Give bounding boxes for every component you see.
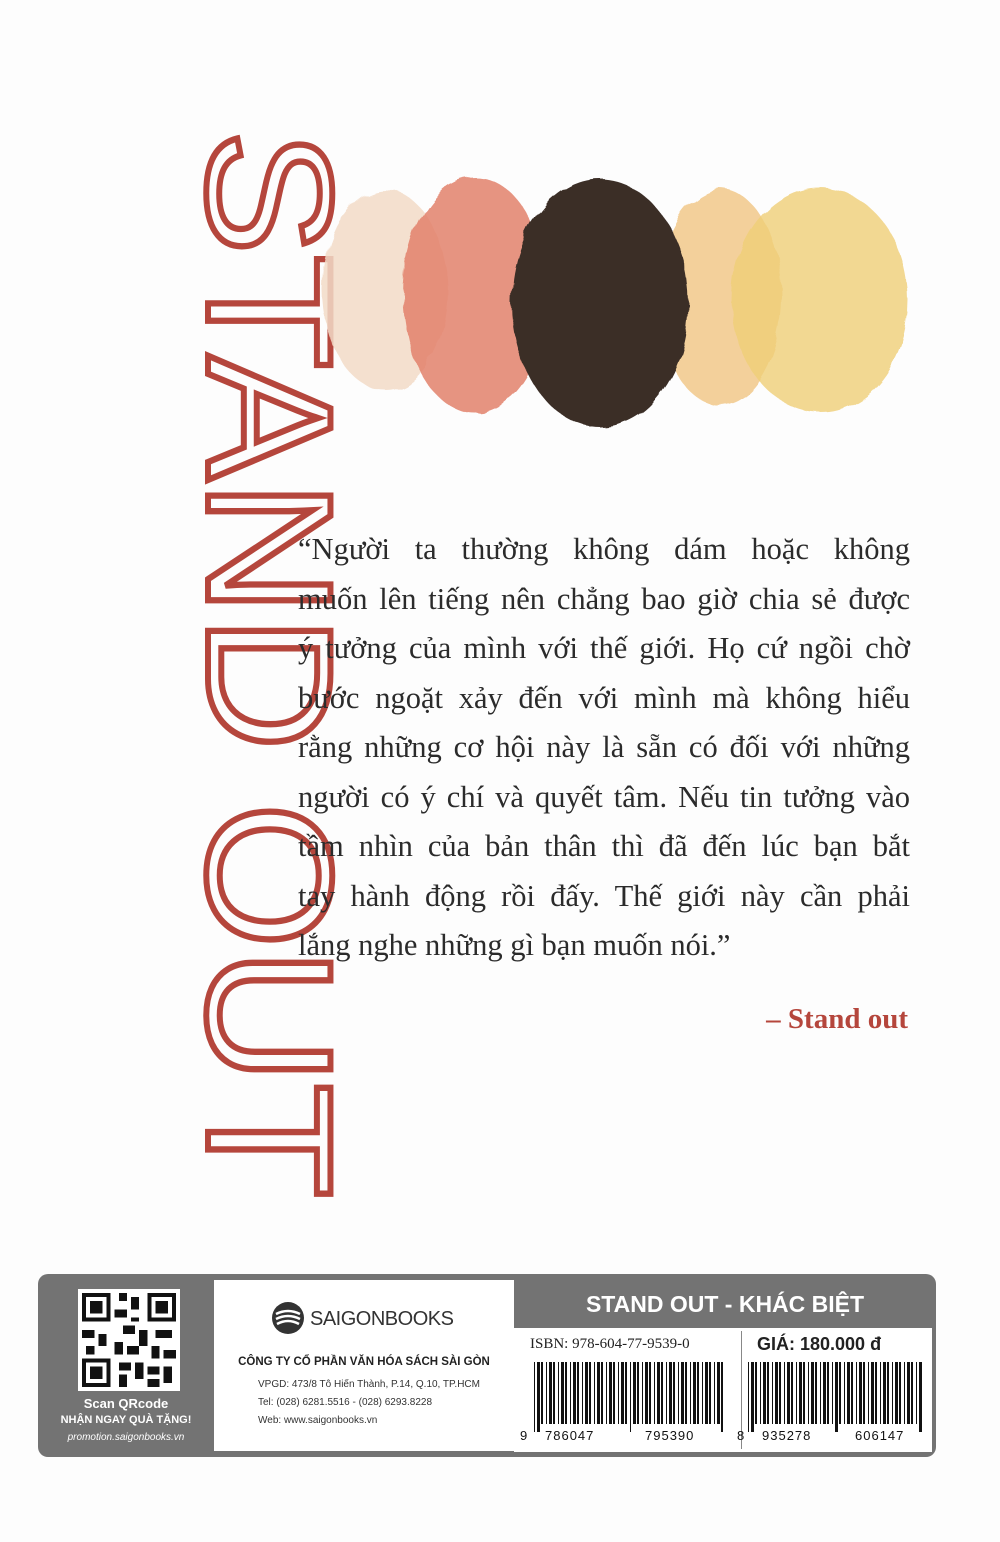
isbn-barcode (532, 1362, 727, 1432)
barcode-bar (779, 1362, 781, 1424)
barcode-bar (791, 1362, 793, 1424)
blot-3 (512, 179, 688, 427)
barcode2-lead-digit: 8 (737, 1428, 746, 1443)
barcode-bar (871, 1362, 874, 1424)
barcode-bar (714, 1362, 715, 1424)
barcode-bar (839, 1362, 841, 1424)
saigonbooks-logo-icon (270, 1300, 306, 1336)
publisher-company: CÔNG TY CỔ PHẦN VĂN HÓA SÁCH SÀI GÒN (238, 1356, 490, 1368)
barcode-bar (537, 1362, 540, 1432)
publisher-web: Web: www.saigonbooks.vn (258, 1415, 378, 1426)
quote-line: rằng những cơ hội này là sẵn có đối với những (298, 730, 910, 764)
barcode-bar (654, 1362, 655, 1424)
barcode-bar (856, 1362, 857, 1424)
barcode-bar (621, 1362, 624, 1424)
barcode-bar (553, 1362, 555, 1424)
quote-line: “Người ta thường không dám hoặc không (298, 532, 910, 566)
barcode1-right-digits: 795390 (645, 1428, 695, 1443)
barcode2-left-digits: 935278 (762, 1428, 812, 1443)
qr-caption (38, 1395, 214, 1446)
barcode-bar (685, 1362, 687, 1424)
quote-line: tay hành động rồi đấy. Thế giới này cần phải (298, 878, 910, 913)
barcode-bar (787, 1362, 790, 1424)
barcode-bar (681, 1362, 684, 1424)
barcode-bar (717, 1362, 720, 1424)
publisher-phone: Tel: (028) 6281.5516 - (028) 6293.8228 (258, 1397, 433, 1408)
barcode-bar (666, 1362, 667, 1424)
barcode-bar (811, 1362, 814, 1424)
barcode-bar (772, 1362, 773, 1424)
barcode-bar (561, 1362, 564, 1424)
barcode-bar (625, 1362, 627, 1424)
book-title-banner: STAND OUT - KHÁC BIỆT (585, 1291, 865, 1317)
barcode-bar (577, 1362, 579, 1424)
barcode-bar (558, 1362, 559, 1424)
quote-line: lắng nghe những gì bạn muốn nói.” (298, 928, 731, 962)
vertical-title-text: STAND OUT (170, 130, 369, 1146)
barcode-bar (799, 1362, 802, 1424)
barcode-bar (887, 1362, 889, 1424)
barcode-bar (546, 1362, 547, 1424)
barcode-bar (899, 1362, 901, 1424)
barcode-bar (904, 1362, 905, 1424)
barcode-bar (751, 1362, 754, 1432)
qr-caption-line3: promotion.saigonbooks.vn (67, 1432, 185, 1443)
quote-line: muốn lên tiếng nên chẳng bao giờ chia sẻ được (298, 581, 910, 616)
quote-attribution: – Stand out (766, 1003, 908, 1035)
barcode-bar (784, 1362, 785, 1424)
barcode-bar (582, 1362, 583, 1424)
publisher-address: VPGD: 473/8 Tô Hiến Thành, P.14, Q.10, TP.HCM (258, 1379, 480, 1390)
barcode-bar (573, 1362, 576, 1424)
publisher-logo-text: SAIGONBOOKS (310, 1308, 454, 1330)
barcode-bar (597, 1362, 600, 1424)
barcode-bar (832, 1362, 833, 1424)
barcode-bar (895, 1362, 898, 1424)
barcode-bar (835, 1362, 838, 1432)
barcode1-left-digits: 786047 (545, 1428, 595, 1443)
barcode-bar (534, 1362, 535, 1432)
price-barcode (746, 1362, 926, 1432)
barcode-bar (808, 1362, 809, 1424)
barcode-bar (594, 1362, 595, 1424)
barcode-bar (880, 1362, 881, 1424)
barcode-bar (669, 1362, 672, 1424)
barcode-bar (642, 1362, 643, 1424)
barcode-bar (618, 1362, 619, 1424)
barcode-bar (803, 1362, 805, 1424)
barcode-bar (585, 1362, 588, 1424)
barcode-bar (705, 1362, 708, 1424)
barcode-bar (883, 1362, 886, 1424)
barcode-bar (863, 1362, 865, 1424)
price: GIÁ: 180.000 đ (757, 1334, 882, 1354)
barcode-bar (827, 1362, 829, 1424)
watercolor-blots-illustration (315, 165, 920, 430)
qr-code-icon (78, 1289, 180, 1391)
barcode-bar (892, 1362, 893, 1424)
barcode-bar (755, 1362, 757, 1424)
barcode-bar (657, 1362, 660, 1424)
quote-line: tầm nhìn của bản thân thì đã đến lúc bạn bắt (298, 829, 910, 863)
barcode-bar (721, 1362, 723, 1432)
barcode-bar (541, 1362, 543, 1424)
blot-5 (732, 188, 908, 412)
barcode-bar (847, 1362, 850, 1424)
barcode-bar (709, 1362, 711, 1424)
barcode-bar (649, 1362, 651, 1424)
barcode-bar (549, 1362, 552, 1424)
vertical-title (40, 130, 369, 1200)
barcode-bar (693, 1362, 696, 1424)
barcode-bar (916, 1362, 917, 1424)
barcode-bar (633, 1362, 636, 1424)
barcode-bar (678, 1362, 679, 1424)
barcode-bar (815, 1362, 817, 1424)
barcode-bar (697, 1362, 699, 1424)
barcode-bar (775, 1362, 778, 1424)
barcode1-lead-digit: 9 (520, 1428, 529, 1443)
barcode-bar (907, 1362, 910, 1424)
barcode-bar (613, 1362, 615, 1424)
barcode-bar (919, 1362, 922, 1432)
barcode2-right-digits: 606147 (855, 1428, 905, 1443)
barcode-bar (859, 1362, 862, 1424)
barcode-bar (661, 1362, 663, 1424)
barcode-bar (875, 1362, 877, 1424)
barcode-bar (868, 1362, 869, 1424)
barcode-bar (748, 1362, 749, 1432)
barcode-bar (645, 1362, 648, 1424)
barcode-bar (911, 1362, 913, 1424)
barcode-bar (823, 1362, 826, 1424)
barcode-bar (844, 1362, 845, 1424)
barcode-bar (763, 1362, 766, 1424)
barcode-bar (673, 1362, 675, 1424)
barcode-bar (601, 1362, 603, 1424)
barcode-bar (606, 1362, 607, 1424)
barcode-bar (760, 1362, 761, 1424)
qr-caption-line1: Scan QRcode (83, 1396, 169, 1411)
barcode-bar (637, 1362, 639, 1424)
barcode-bar (767, 1362, 769, 1424)
barcode-bar (796, 1362, 797, 1424)
quote-line: người có ý chí và quyết tâm. Nếu tin tưởng vào (298, 779, 910, 814)
barcode-bar (570, 1362, 571, 1424)
barcode-bar (702, 1362, 703, 1424)
qr-caption-line2: NHẬN NGAY QUÀ TẶNG! (60, 1414, 192, 1426)
barcode-bar (609, 1362, 612, 1424)
quote-line: ý tưởng của mình với thế giới. Họ cứ ngồi chờ (298, 631, 910, 665)
isbn: ISBN: 978-604-77-9539-0 (530, 1336, 690, 1352)
barcode-bar (851, 1362, 853, 1424)
back-cover-quote (298, 525, 910, 971)
barcode-bar (589, 1362, 591, 1424)
quote-line: bước ngoặt xảy đến với mình mà không hiểu (298, 680, 910, 715)
barcode-bar (565, 1362, 567, 1424)
barcode-bar (820, 1362, 821, 1424)
barcode-bar (690, 1362, 691, 1424)
barcode-bar (630, 1362, 631, 1432)
